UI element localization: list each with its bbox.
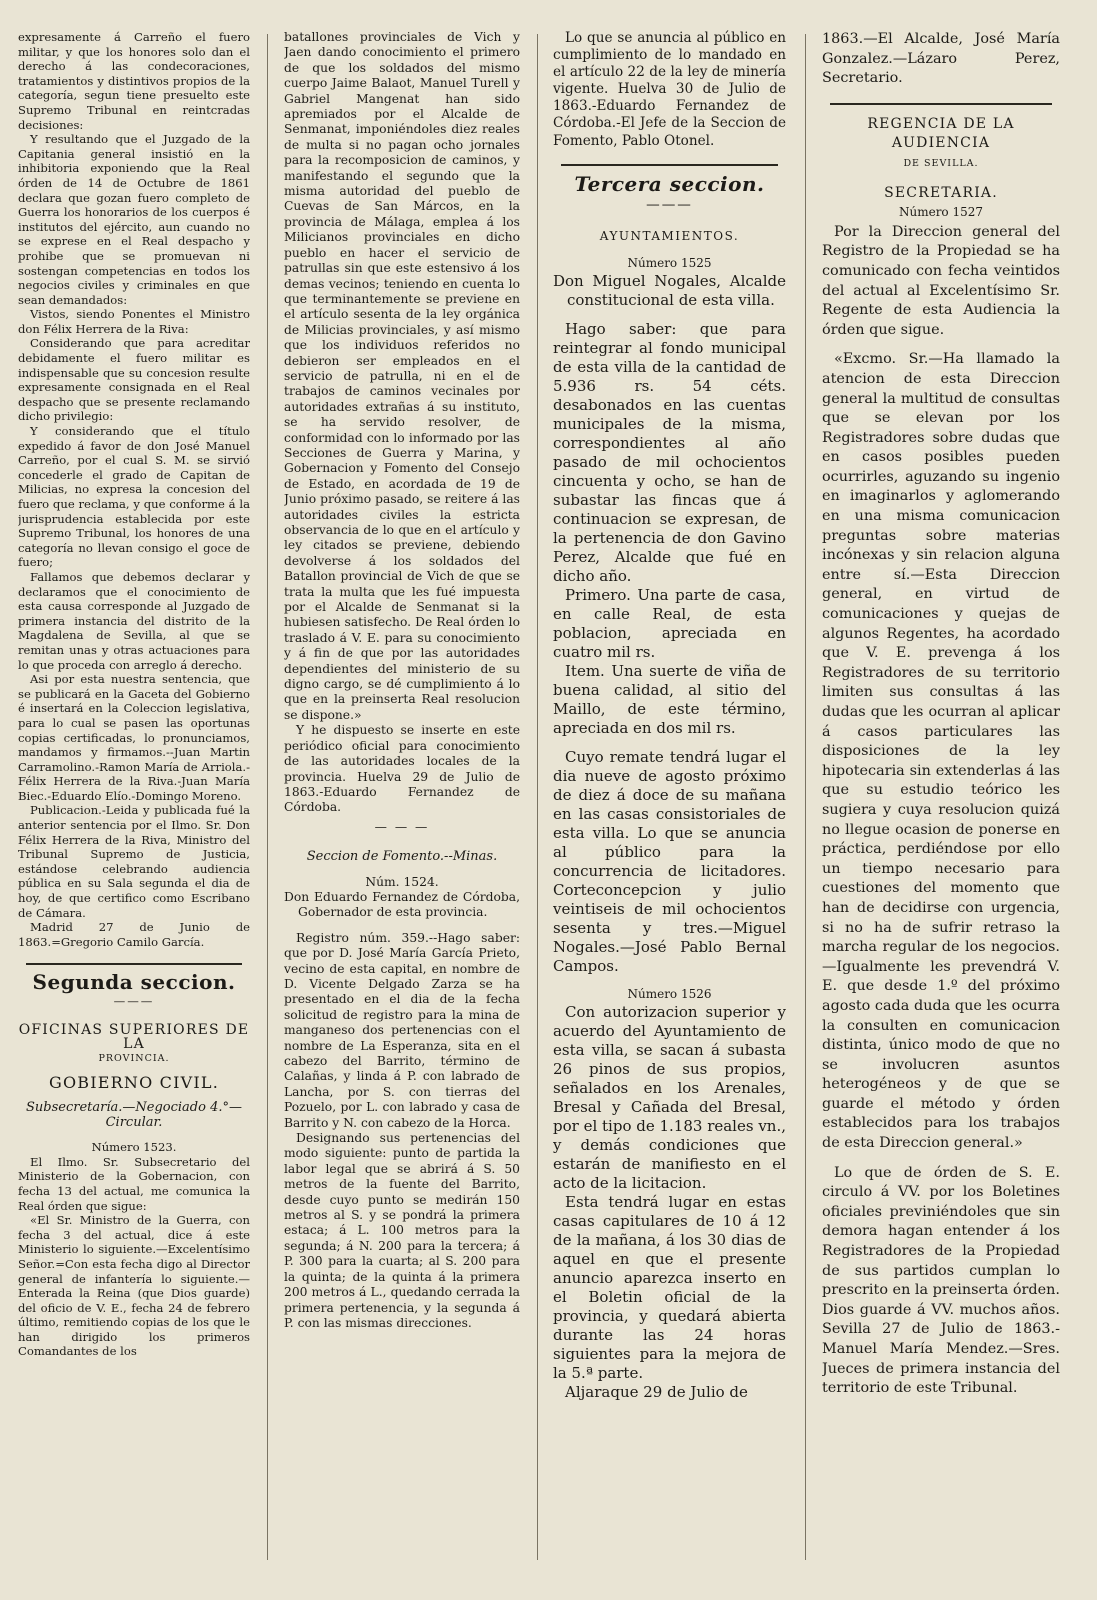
paragraph: Hago saber: que para reintegrar al fondo municipal de esta villa de la cantidad de 5.936 rs. 54 céts. desabonados en las cuentas municipales de la misma, correspondientes al año pasado de mil ochocientos cincuenta y ocho, se han de subastar las fincas que á continuacion se expresan, de la pertenencia de don Gavino Perez, Alcalde que fué en dicho año. — [553, 320, 786, 586]
paragraph: Vistos, siendo Ponentes el Ministro don Félix Herrera de la Riva: — [18, 307, 250, 336]
paragraph: Cuyo remate tendrá lugar el dia nueve de agosto próximo de diez á doce de su mañana en las casas consistoriales de esta villa. Lo que se anuncia al público para la concurrencia de licitadores. Corteconcepcion y julio veintiseis de mil ochocientos sesenta y tres.—Miguel Nogales.—José Pablo Bernal Campos. — [553, 748, 786, 976]
regencia-subheading: DE SEVILLA. — [903, 157, 979, 169]
paragraph: Y considerando que el título expedido á favor de don José Manuel Carreño, por el cual S. M. se sirvió concederle el grado de Capitan de Milicias, no expresa la concesion del fuero que reclama, y que conforme á la jurisprudencia establecida por este Supremo Tribunal, los honores de una categoría no llevan consigo el goce de fuero; — [18, 424, 250, 570]
fomento-heading: Seccion de Fomento.--Minas. — [306, 849, 498, 865]
paragraph: Con autorizacion superior y acuerdo del Ayuntamiento de esta villa, se sacan á subasta 26 pinos de sus propios, señalados en los Arenales, Bresal y Cañada del Bresal, por el tipo de 1.183 reales vn., y demás condiciones que estarán de manifiesto en el acto de la licitacion. — [553, 1003, 786, 1193]
section-heading: Tercera seccion. — [574, 171, 765, 196]
ayuntamientos-heading: AYUNTAMIENTOS. — [599, 228, 740, 243]
notice-number: Núm. 1524. — [365, 874, 439, 889]
section-divider — [561, 164, 778, 166]
notice-number: Número 1525 — [627, 255, 712, 270]
paragraph: 1863.—El Alcalde, José María Gonzalez.—Lázaro Perez, Secretario. — [822, 31, 1060, 87]
paragraph: El Ilmo. Sr. Subsecretario del Ministerio de la Gobernacion, con fecha 13 del actual, me comunica la Real órden que sigue: — [18, 1154, 250, 1213]
paragraph: Item. Una suerte de viña de buena calidad, al sitio del Maillo, de este término, apreciada en dos mil rs. — [553, 662, 786, 738]
column-rule — [537, 34, 538, 1560]
paragraph: Y he dispuesto se inserte en este periódico oficial para conocimiento de las autoridades locales de la provincia. Huelva 29 de Julio de 1863.-Eduardo Fernandez de Córdoba. — [284, 723, 520, 815]
column-4 — [822, 30, 1060, 1592]
paragraph: expresamente á Carreño el fuero militar, y que los honores solo dan el derecho á las condecoraciones, tratamientos y distintivos propios de la categoría, segun tiene presuelto este Supremo Tribunal en reintcradas decisiones: — [18, 30, 250, 132]
paragraph: «Excmo. Sr.—Ha llamado la atencion de esta Direccion general la multitud de consultas que se elevan por los Registradores sobre dudas que en casos posibles pueden ocurrirles, aguzando su ingenio en imaginarlos y aglomerando en una misma comunicacion preguntas sobre materias incónexas y sin relacion alguna entre sí.—Esta Direccion general, en virtud de comunicaciones y quejas de algunos Regentes, ha acordado que V. E. prevenga á los Registradores de su territorio limiten sus consultas á las dudas que les ocurran al aplicar á casos particulares las disposiciones de la ley hipotecaria sin extenderlas á las que su estudio teórico les sugiera y cuya resolucion quizá no llegue ocasion de ponerse en práctica, perdiéndose por ello un tiempo necesario para cuestiones del momento que han de decidirse con urgencia, si no ha de sufrir retraso la marcha regular de los negocios.—Igualmente les prevendrá V. E. que desde 1.º del próximo agosto cada duda que les ocurra la consulten en comunicacion distinta, único modo de que no se involucren asuntos heterogéneos y de que se guarde el método y órden establecidos para los trabajos de esta Direccion general.» — [822, 351, 1060, 1152]
government-heading: GOBIERNO CIVIL. — [48, 1073, 220, 1093]
office-heading: OFICINAS SUPERIORES DE LA — [18, 1021, 250, 1053]
paragraph: Designando sus pertenencias del modo siguiente: punto de partida la labor legal que se abrirá á S. 50 metros de la fuente del Barrito, desde cuyo punto se medirán 150 metros al S. y se pondrá la primera estaca; á L. 100 metros para la segunda; á N. 200 para la tercera; á P. 300 para la cuarta; al S. 200 para la quinta; de la quinta á la primera 200 metros á L., quedando cerrada la primera pertenencia, y la segunda á P. con las mismas direcciones. — [284, 1131, 520, 1330]
separator: — — — — [374, 819, 430, 834]
subsecretaria-heading: Subsecretaría.—Negociado 4.°—Circular. — [26, 1099, 242, 1130]
secretaria-heading: SECRETARIA. — [884, 184, 998, 201]
paragraph: batallones provinciales de Vich y Jaen dando conocimiento el primero de que los soldados del mismo cuerpo Jaime Balaot, Manuel Turell y Gabriel Mangenat han sido apremiados por el Alcalde de Senmanat, imponiéndoles diez reales de multa si no pagan ocho jornales para la recomposicion de caminos, y manifestando el segundo que la misma autoridad del pueblo de Cuevas de San Márcos, en la provincia de Málaga, emplea á los Milicianos provinciales en dicho pueblo en hacer el servicio de patrullas sin que este estensivo á los demas vecinos; teniendo en cuenta lo que terminantemente se previene en el artículo sesenta de la ley orgánica de Milicias provinciales, y así mismo que los individuos referidos no debieron ser empleados en el servicio de patrulla, ni en el de trabajos de caminos vecinales por autoridades extrañas á su instituto, se ha servido resolver, de conformidad con lo informado por las Secciones de Guerra y Marina, y Gobernacion y Fomento del Consejo de Estado, en acordada de 19 de Junio próximo pasado, se reitere á las autoridades civiles la estricta observancia de lo que en el artículo y ley citados se previene, debiendo devolverse á los soldados del Batallon provincial de Vich de que se trata la multa que les fué impuesta por el Alcalde de Senmanat si la hubiesen satisfecho. De Real órden lo traslado á V. E. para su conocimiento y á fin de que por las autoridades dependientes del ministerio de su digno cargo, se dé cumplimiento á lo que en la preinserta Real resolucion se dispone.» — [284, 30, 520, 722]
paragraph: Esta tendrá lugar en estas casas capitulares de 10 á 12 de la mañana, á los 30 dias de aquel en que el presente anuncio aparezca inserto en el Boletin oficial de la provincia, y quedará abierta durante las 24 horas siguientes para la mejora de la 5.ª parte. — [553, 1193, 786, 1383]
paragraph: Lo que se anuncia al público en cumplimiento de lo mandado en el artículo 22 de la ley de minería vigente. Huelva 30 de Julio de 1863.-Eduardo Fernandez de Córdoba.-El Jefe de la Seccion de Fomento, Pablo Otonel. — [553, 30, 786, 149]
column-2 — [284, 30, 520, 1592]
regencia-heading: REGENCIA DE LA AUDIENCIA — [867, 115, 1015, 152]
notice-number: Número 1527 — [898, 205, 984, 220]
paragraph: Considerando que para acreditar debidamente el fuero militar es indispensable que su concesion resulte expresamente consignada en el Real despacho que se presente reclamando dicho privilegio: — [18, 336, 250, 424]
column-1 — [18, 30, 250, 1592]
paragraph: Fallamos que debemos declarar y declaramos que el conocimiento de esta causa corresponde al Juzgado de primera instancia del distrito de la Magdalena de Sevilla, al que se remitan unas y otras actuaciones para lo que proceda con arreglo á derecho. — [18, 569, 250, 672]
paragraph: Don Miguel Nogales, Alcalde constitucional de esta villa. — [553, 272, 786, 310]
paragraph: Asi por esta nuestra sentencia, que se publicará en la Gaceta del Gobierno é insertará en la Coleccion legislativa, para lo cual se pasen las oportunas copias certificadas, lo pronunciamos, mandamos y firmamos.--Juan Martin Carramolino.-Ramon María de Arriola.-Félix Herrera de la Riva.-Juan María Biec.-Eduardo Elío.-Domingo Moreno. — [18, 672, 250, 803]
paragraph: Don Eduardo Fernandez de Córdoba, Gobernador de esta provincia. — [284, 889, 520, 920]
paragraph: Aljaraque 29 de Julio de — [565, 1383, 748, 1402]
section-heading: Segunda seccion. — [32, 970, 236, 995]
column-3 — [553, 30, 786, 1592]
notice-number: Número 1526 — [627, 987, 712, 1002]
column-rule — [267, 34, 268, 1560]
notice-number: Número 1523. — [91, 1140, 177, 1155]
paragraph: Y resultando que el Juzgado de la Capitania general insistió en la inhibitoria exponiendo que la Real órden de 14 de Octubre de 1861 declara que gozan fuero completo de Guerra los honorarios de los cuerpos é institutos del ejército, aun cuando no se exprese en el Real despacho y prohibe que se promuevan ni sostengan competencias en todos los negocios civiles y criminales en que sean demandados: — [18, 132, 250, 307]
separator: ——— — [646, 196, 693, 213]
paragraph: Registro núm. 359.--Hago saber: que por D. José María García Prieto, vecino de esta capital, en nombre de D. Vicente Delgado Zarza se ha presentado en el dia de la fecha solicitud de registro para la mina de manganeso dos pertenencias con el nombre de La Esperanza, sita en el cabezo del Barrito, término de Calañas, y linda á P. con labrado de Lancha, por S. con tierras del Pozuelo, por L. con labrado y casa de Barrito y N. con cabezo de la Horca. — [284, 930, 520, 1130]
paragraph: «El Sr. Ministro de la Guerra, con fecha 3 del actual, dice á este Ministerio lo siguiente.—Excelentísimo Señor.=Con esta fecha digo al Director general de infantería lo siguiente.—Enterada la Reina (que Dios guarde) del oficio de V. E., fecha 24 de febrero último, remitiendo copias de los que le han dirigido los primeros Comandantes de los — [18, 1213, 250, 1359]
paragraph: Lo que de órden de S. E. circulo á VV. por los Boletines oficiales previniéndoles que sin demora hagan entender á los Registradores de la Propiedad de sus partidos cumplan lo prescrito en la preinserta órden. Dios guarde á VV. muchos años. Sevilla 27 de Julio de 1863.-Manuel María Mendez.—Sres. Jueces de primera instancia del territorio de este Tribunal. — [822, 1164, 1060, 1397]
section-divider — [26, 963, 242, 965]
paragraph: Por la Direccion general del Registro de la Propiedad se ha comunicado con fecha veintidos del actual al Excelentísimo Sr. Regente de esta Audiencia la órden que sigue. — [822, 223, 1060, 338]
signature-line: Madrid 27 de Junio de 1863.=Gregorio Camilo García. — [18, 920, 250, 949]
paragraph: Primero. Una parte de casa, en calle Real, de esta poblacion, apreciada en cuatro mil rs. — [553, 586, 786, 662]
paragraph: Publicacion.-Leida y publicada fué la anterior sentencia por el Ilmo. Sr. Don Félix Herrera de la Riva, Ministro del Tribunal Supremo de Justicia, estándose celebrando audiencia pública en su Sala segunda el dia de hoy, de que certifico como Escribano de Cámara. — [18, 803, 250, 920]
separator: ——— — [113, 994, 155, 1008]
section-divider — [830, 103, 1052, 105]
office-subheading: PROVINCIA. — [98, 1052, 170, 1064]
column-rule — [805, 34, 806, 1560]
